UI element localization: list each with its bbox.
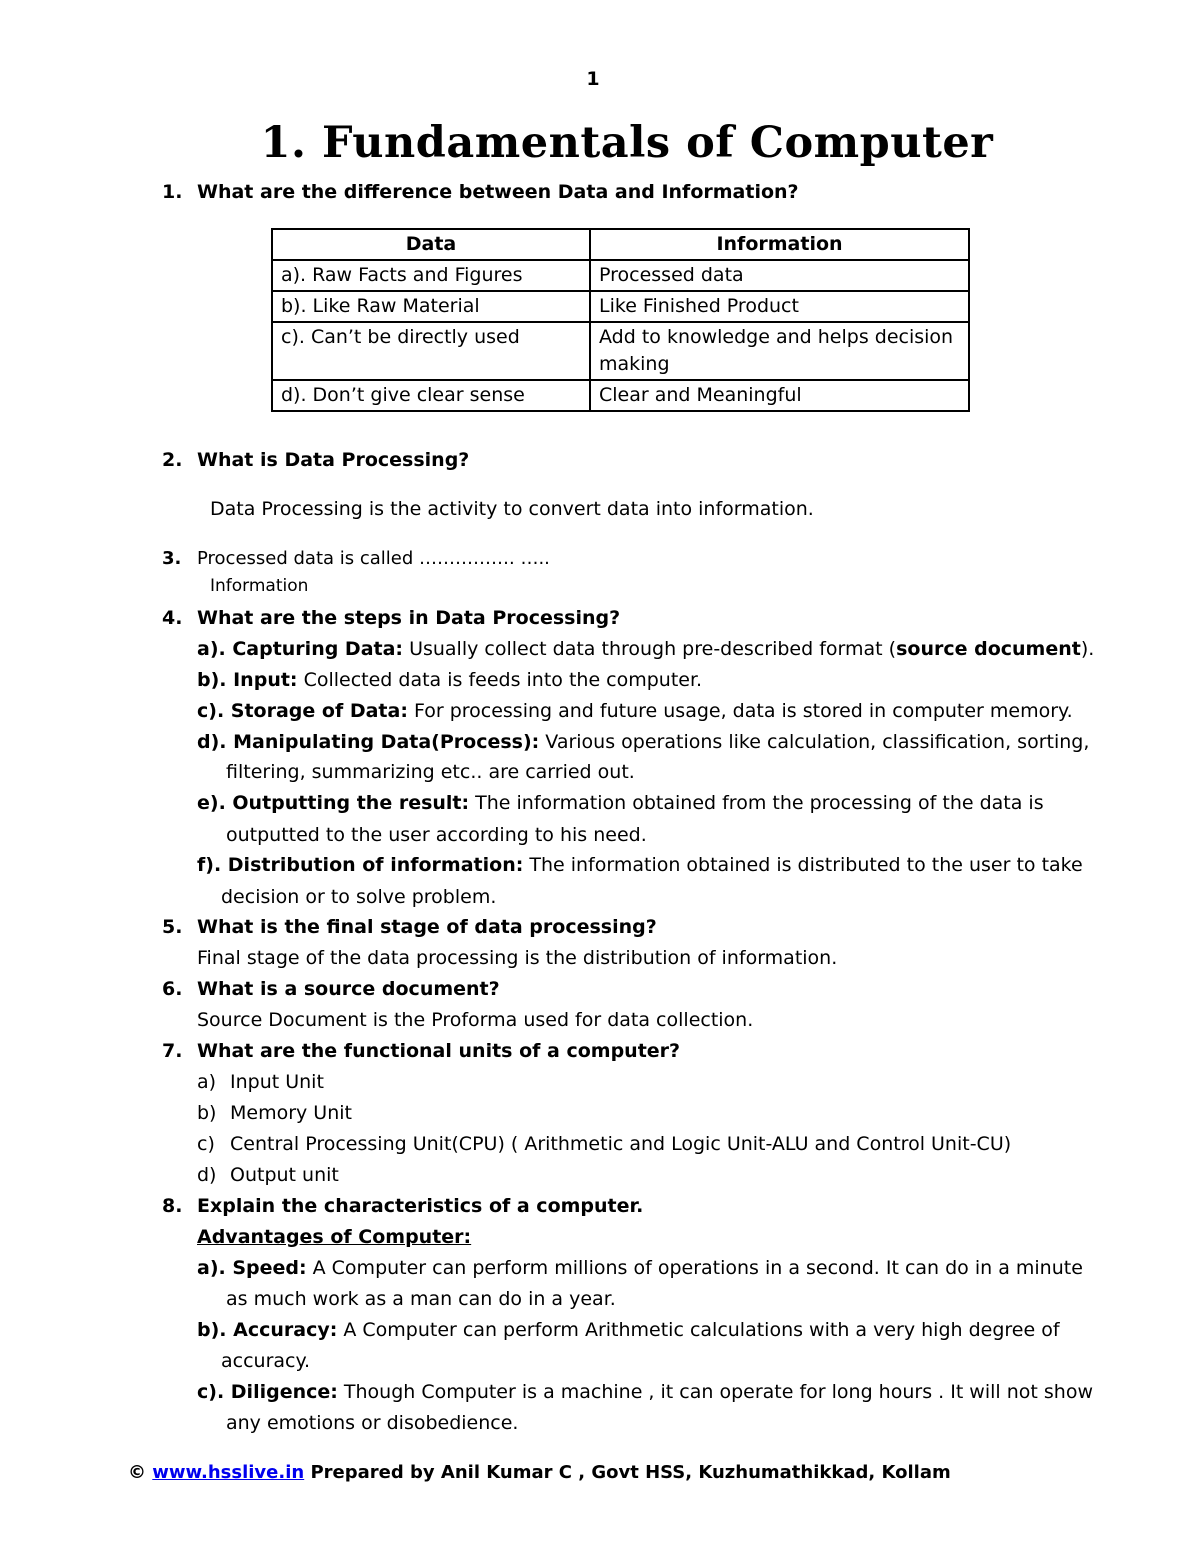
char-diligence-cont: any emotions or disobedience. <box>226 1412 519 1434</box>
table-header-row <box>272 229 969 260</box>
char-diligence: c). Diligence: Though Computer is a machine , it can operate for long hours . It will not show <box>197 1381 1093 1403</box>
footer <box>128 1462 951 1483</box>
table-cell: b). Like Raw Material <box>272 291 590 322</box>
hsslive-link[interactable]: www.hsslive.in <box>152 1462 305 1483</box>
table-cell: c). Can’t be directly used <box>272 322 590 380</box>
table-cell: Clear and Meaningful <box>590 380 969 411</box>
step-c: c). Storage of Data: For processing and future usage, data is stored in computer memory. <box>197 700 1073 722</box>
copyright-symbol: © <box>128 1462 146 1483</box>
table-cell: d). Don’t give clear sense <box>272 380 590 411</box>
table-row <box>272 380 969 411</box>
subheading-advantages: Advantages of Computer: <box>197 1226 472 1248</box>
page-title: 1. Fundamentals of Computer <box>260 118 994 168</box>
answer-2: Data Processing is the activity to convert data into information. <box>210 498 814 520</box>
step-a: a). Capturing Data: Usually collect data through pre-described format (source document). <box>197 638 1095 660</box>
step-e-cont: outputted to the user according to his need. <box>226 824 647 846</box>
char-speed-cont: as much work as a man can do in a year. <box>226 1288 616 1310</box>
table-cell: Like Finished Product <box>590 291 969 322</box>
table-row <box>272 260 969 291</box>
step-d: d). Manipulating Data(Process): Various operations like calculation, classification, sorting, <box>197 731 1090 753</box>
step-f-cont: decision or to solve problem. <box>221 886 497 908</box>
table-cell: a). Raw Facts and Figures <box>272 260 590 291</box>
char-accuracy: b). Accuracy: A Computer can perform Arithmetic calculations with a very high degree of <box>197 1319 1060 1341</box>
table-header: Data <box>272 229 590 260</box>
data-vs-information-table <box>271 228 970 412</box>
footer-credit: Prepared by Anil Kumar C , Govt HSS, Kuzhumathikkad, Kollam <box>304 1462 951 1483</box>
table-cell: Add to knowledge and helps decision making <box>590 322 969 380</box>
answer-6: Source Document is the Proforma used for data collection. <box>197 1009 754 1031</box>
table-cell: Processed data <box>590 260 969 291</box>
answer-5: Final stage of the data processing is the distribution of information. <box>197 947 838 969</box>
step-b: b). Input: Collected data is feeds into the computer. <box>197 669 703 691</box>
table-row <box>272 322 969 380</box>
answer-3: Information <box>210 576 309 596</box>
char-accuracy-cont: accuracy. <box>221 1350 311 1372</box>
char-speed: a). Speed: A Computer can perform millions of operations in a second. It can do in a minute <box>197 1257 1083 1279</box>
step-d-cont: filtering, summarizing etc.. are carried out. <box>226 761 635 783</box>
page-number: 1 <box>586 68 600 90</box>
step-e: e). Outputting the result: The information obtained from the processing of the data is <box>197 792 1044 814</box>
step-f: f). Distribution of information: The information obtained is distributed to the user to take <box>197 854 1083 876</box>
table-header: Information <box>590 229 969 260</box>
table-row <box>272 291 969 322</box>
